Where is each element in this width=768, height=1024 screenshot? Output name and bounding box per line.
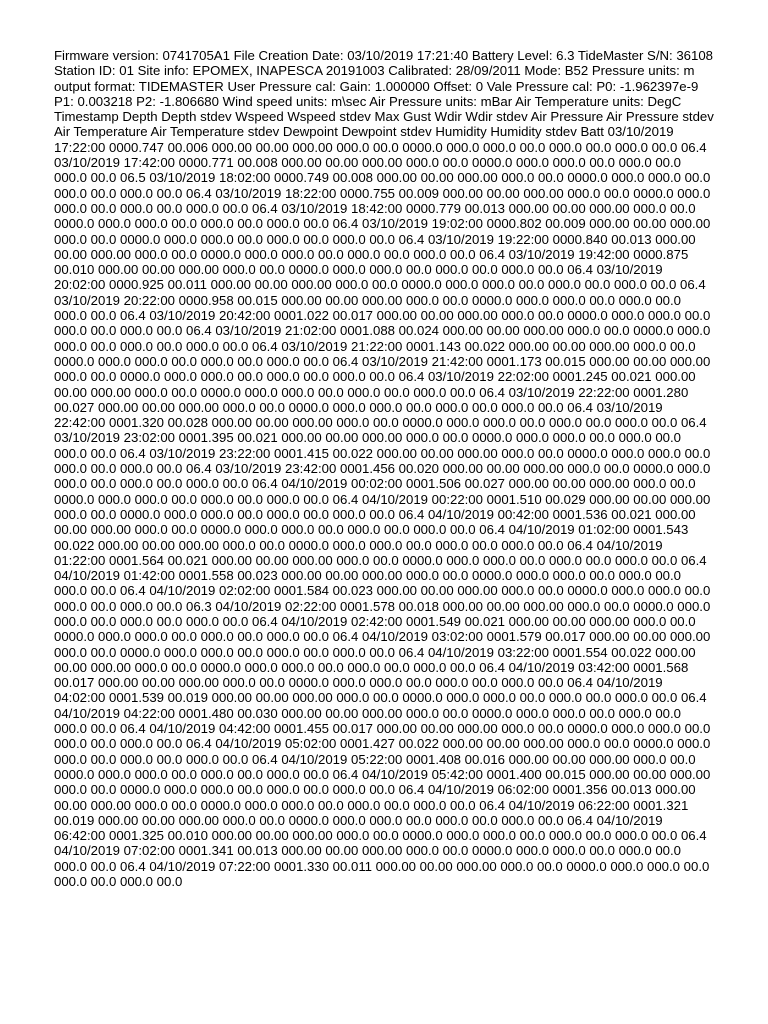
document-page: [54, 48, 714, 988]
tide-log-text: Firmware version: 0741705A1 File Creation Date: 03/10/2019 17:21:40 Battery Level: 6.3 TideMaster S/N: 36108 Station ID: 01 Site info: EPOMEX, INAPESCA 20191003 Calibrated: 28/09/2011 Mode: B52 Pressure units: m output format: TIDEMASTER User Pressure cal: Gain: 1.000000 Offset: 0 Vale Pressure cal: P0: -1.962397e-9 P1: 0.003218 P2: -1.806680 Wind speed units: m\sec Air Pressure units: mBar Air Temperature units: DegC Timestamp Depth Depth stdev Wspeed Wspeed stdev Max Gust Wdir Wdir stdev Air Pressure Air Pressure stdev Air Temperature Air Temperature stdev Dewpoint Dewpoint stdev Humidity Humidity stdev Batt 03/10/2019 17:22:00 0000.747 00.006 000.00 00.00 000.00 000.0 00.0 0000.0 000.0 000.0 00.0 000.0 00.0 000.0 00.0 06.4 03/10/2019 17:42:00 0000.771 00.008 000.00 00.00 000.00 000.0 00.0 0000.0 000.0 000.0 00.0 000.0 00.0 000.0 00.0 06.5 03/10/2019 18:02:00 0000.749 00.008 000.00 00.00 000.00 000.0 00.0 0000.0 000.0 000.0 00.0 000.0 00.0 000.0 00.0 06.4 03/10/2019 18:22:00 0000.755 00.009 000.00 00.00 000.00 000.0 00.0 0000.0 000.0 000.0 00.0 000.0 00.0 000.0 00.0 06.4 03/10/2019 18:42:00 0000.779 00.013 000.00 00.00 000.00 000.0 00.0 0000.0 000.0 000.0 00.0 000.0 00.0 000.0 00.0 06.4 03/10/2019 19:02:00 0000.802 00.009 000.00 00.00 000.00 000.0 00.0 0000.0 000.0 000.0 00.0 000.0 00.0 000.0 00.0 06.4 03/10/2019 19:22:00 0000.840 00.013 000.00 00.00 000.00 000.0 00.0 0000.0 000.0 000.0 00.0 000.0 00.0 000.0 00.0 06.4 03/10/2019 19:42:00 0000.875 00.010 000.00 00.00 000.00 000.0 00.0 0000.0 000.0 000.0 00.0 000.0 00.0 000.0 00.0 06.4 03/10/2019 20:02:00 0000.925 00.011 000.00 00.00 000.00 000.0 00.0 0000.0 000.0 000.0 00.0 000.0 00.0 000.0 00.0 06.4 03/10/2019 20:22:00 0000.958 00.015 000.00 00.00 000.00 000.0 00.0 0000.0 000.0 000.0 00.0 000.0 00.0 000.0 00.0 06.4 03/10/2019 20:42:00 0001.022 00.017 000.00 00.00 000.00 000.0 00.0 0000.0 000.0 000.0 00.0 000.0 00.0 000.0 00.0 06.4 03/10/2019 21:02:00 0001.088 00.024 000.00 00.00 000.00 000.0 00.0 0000.0 000.0 000.0 00.0 000.0 00.0 000.0 00.0 06.4 03/10/2019 21:22:00 0001.143 00.022 000.00 00.00 000.00 000.0 00.0 0000.0 000.0 000.0 00.0 000.0 00.0 000.0 00.0 06.4 03/10/2019 21:42:00 0001.173 00.015 000.00 00.00 000.00 000.0 00.0 0000.0 000.0 000.0 00.0 000.0 00.0 000.0 00.0 06.4 03/10/2019 22:02:00 0001.245 00.021 000.00 00.00 000.00 000.0 00.0 0000.0 000.0 000.0 00.0 000.0 00.0 000.0 00.0 06.4 03/10/2019 22:22:00 0001.280 00.027 000.00 00.00 000.00 000.0 00.0 0000.0 000.0 000.0 00.0 000.0 00.0 000.0 00.0 06.4 03/10/2019 22:42:00 0001.320 00.028 000.00 00.00 000.00 000.0 00.0 0000.0 000.0 000.0 00.0 000.0 00.0 000.0 00.0 06.4 03/10/2019 23:02:00 0001.395 00.021 000.00 00.00 000.00 000.0 00.0 0000.0 000.0 000.0 00.0 000.0 00.0 000.0 00.0 06.4 03/10/2019 23:22:00 0001.415 00.022 000.00 00.00 000.00 000.0 00.0 0000.0 000.0 000.0 00.0 000.0 00.0 000.0 00.0 06.4 03/10/2019 23:42:00 0001.456 00.020 000.00 00.00 000.00 000.0 00.0 0000.0 000.0 000.0 00.0 000.0 00.0 000.0 00.0 06.4 04/10/2019 00:02:00 0001.506 00.027 000.00 00.00 000.00 000.0 00.0 0000.0 000.0 000.0 00.0 000.0 00.0 000.0 00.0 06.4 04/10/2019 00:22:00 0001.510 00.029 000.00 00.00 000.00 000.0 00.0 0000.0 000.0 000.0 00.0 000.0 00.0 000.0 00.0 06.4 04/10/2019 00:42:00 0001.536 00.021 000.00 00.00 000.00 000.0 00.0 0000.0 000.0 000.0 00.0 000.0 00.0 000.0 00.0 06.4 04/10/2019 01:02:00 0001.543 00.022 000.00 00.00 000.00 000.0 00.0 0000.0 000.0 000.0 00.0 000.0 00.0 000.0 00.0 06.4 04/10/2019 01:22:00 0001.564 00.021 000.00 00.00 000.00 000.0 00.0 0000.0 000.0 000.0 00.0 000.0 00.0 000.0 00.0 06.4 04/10/2019 01:42:00 0001.558 00.023 000.00 00.00 000.00 000.0 00.0 0000.0 000.0 000.0 00.0 000.0 00.0 000.0 00.0 06.4 04/10/2019 02:02:00 0001.584 00.023 000.00 00.00 000.00 000.0 00.0 0000.0 000.0 000.0 00.0 000.0 00.0 000.0 00.0 06.3 04/10/2019 02:22:00 0001.578 00.018 000.00 00.00 000.00 000.0 00.0 0000.0 000.0 000.0 00.0 000.0 00.0 000.0 00.0 06.4 04/10/2019 02:42:00 0001.549 00.021 000.00 00.00 000.00 000.0 00.0 0000.0 000.0 000.0 00.0 000.0 00.0 000.0 00.0 06.4 04/10/2019 03:02:00 0001.579 00.017 000.00 00.00 000.00 000.0 00.0 0000.0 000.0 000.0 00.0 000.0 00.0 000.0 00.0 06.4 04/10/2019 03:22:00 0001.554 00.022 000.00 00.00 000.00 000.0 00.0 0000.0 000.0 000.0 00.0 000.0 00.0 000.0 00.0 06.4 04/10/2019 03:42:00 0001.568 00.017 000.00 00.00 000.00 000.0 00.0 0000.0 000.0 000.0 00.0 000.0 00.0 000.0 00.0 06.4 04/10/2019 04:02:00 0001.539 00.019 000.00 00.00 000.00 000.0 00.0 0000.0 000.0 000.0 00.0 000.0 00.0 000.0 00.0 06.4 04/10/2019 04:22:00 0001.480 00.030 000.00 00.00 000.00 000.0 00.0 0000.0 000.0 000.0 00.0 000.0 00.0 000.0 00.0 06.4 04/10/2019 04:42:00 0001.455 00.017 000.00 00.00 000.00 000.0 00.0 0000.0 000.0 000.0 00.0 000.0 00.0 000.0 00.0 06.4 04/10/2019 05:02:00 0001.427 00.022 000.00 00.00 000.00 000.0 00.0 0000.0 000.0 000.0 00.0 000.0 00.0 000.0 00.0 06.4 04/10/2019 05:22:00 0001.408 00.016 000.00 00.00 000.00 000.0 00.0 0000.0 000.0 000.0 00.0 000.0 00.0 000.0 00.0 06.4 04/10/2019 05:42:00 0001.400 00.015 000.00 00.00 000.00 000.0 00.0 0000.0 000.0 000.0 00.0 000.0 00.0 000.0 00.0 06.4 04/10/2019 06:02:00 0001.356 00.013 000.00 00.00 000.00 000.0 00.0 0000.0 000.0 000.0 00.0 000.0 00.0 000.0 00.0 06.4 04/10/2019 06:22:00 0001.321 00.019 000.00 00.00 000.00 000.0 00.0 0000.0 000.0 000.0 00.0 000.0 00.0 000.0 00.0 06.4 04/10/2019 06:42:00 0001.325 00.010 000.00 00.00 000.00 000.0 00.0 0000.0 000.0 000.0 00.0 000.0 00.0 000.0 00.0 06.4 04/10/2019 07:02:00 0001.341 00.013 000.00 00.00 000.00 000.0 00.0 0000.0 000.0 000.0 00.0 000.0 00.0 000.0 00.0 06.4 04/10/2019 07:22:00 0001.330 00.011 000.00 00.00 000.00 000.0 00.0 0000.0 000.0 000.0 00.0 000.0 00.0 000.0 00.0: [54, 48, 714, 890]
